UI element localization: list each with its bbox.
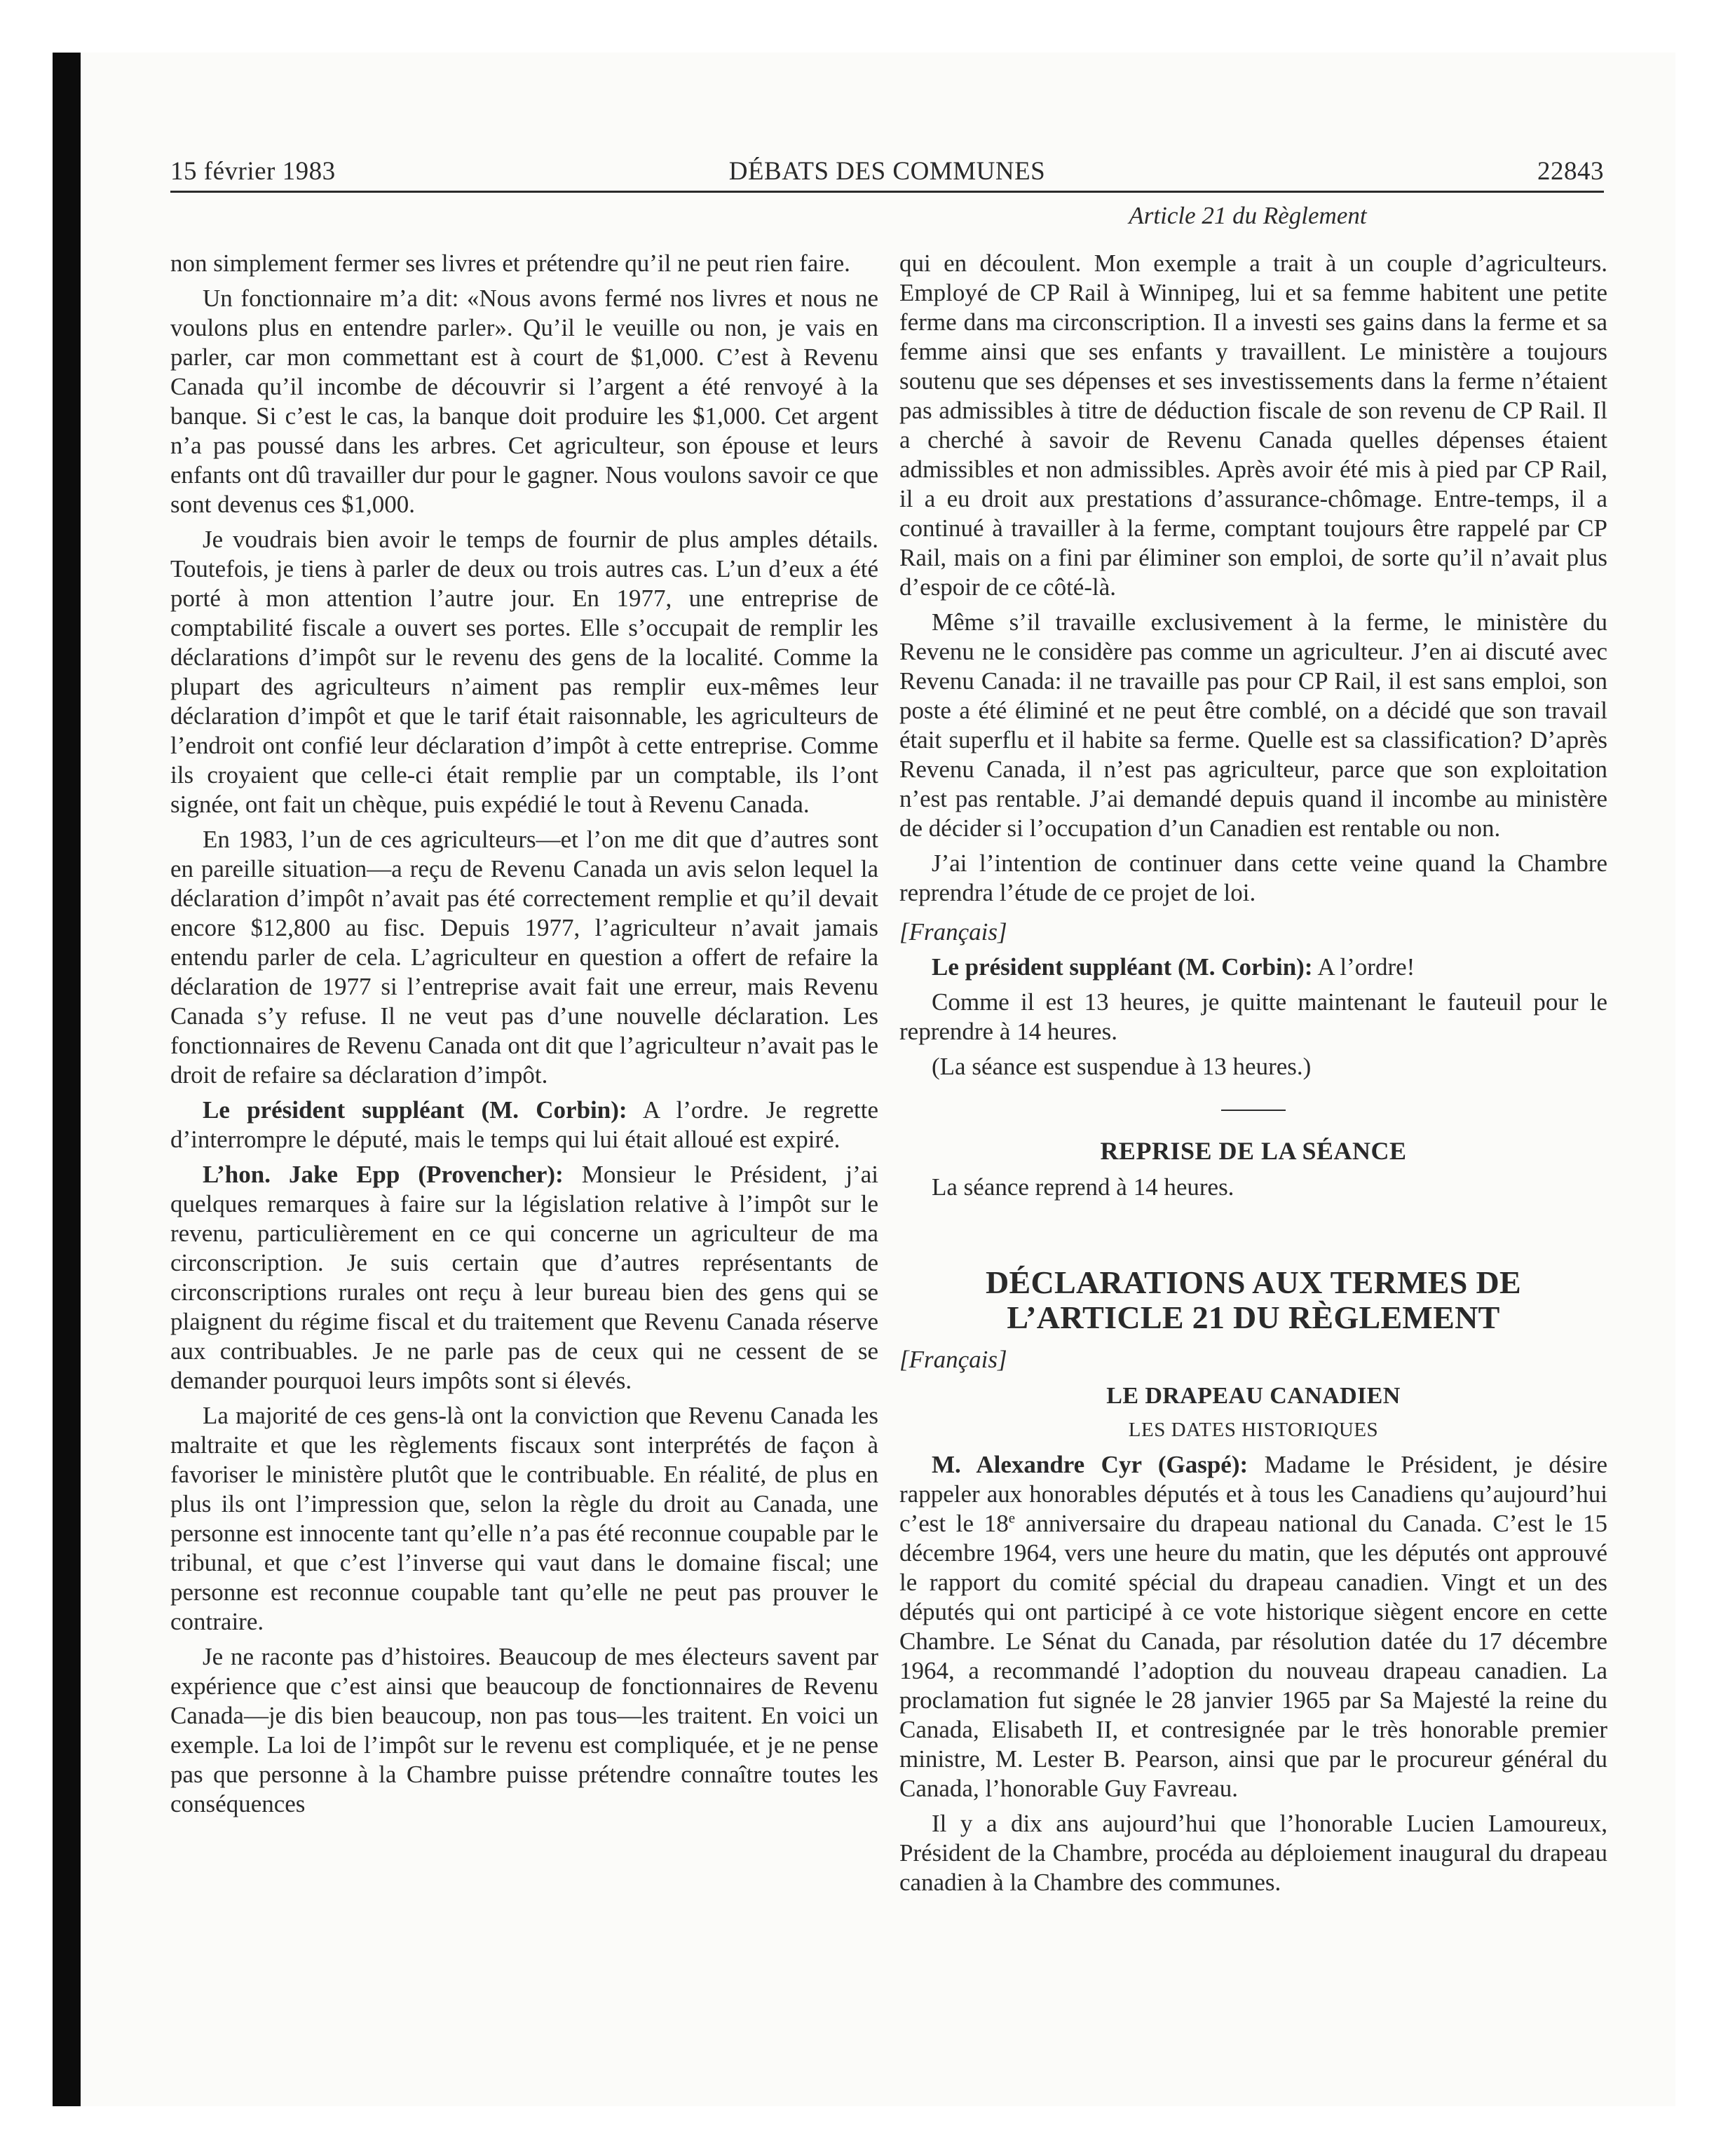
speech-text: anniversaire du drapeau national du Canada. C’est le 15 décembre 1964, vers une heure du matin, que les députés ont approuvé le rapport du comité spécial du drapeau canadien. Vingt et un des députés qui ont participé à ce vote historique siègent encore en cette Chambre. Le Sénat du Canada, par résolution datée du 17 décembre 1964, a recommandé l’adoption du nouveau drapeau canadien. La proclamation fut signée le 28 janvier 1965 par Sa Majesté la reine du Canada, Elisabeth II, et contresignée par le très honorable premier ministre, M. Lester B. Pearson, ainsi que par le procureur général du Canada, l’honorable Guy Favreau. xyxy=(899,1510,1607,1802)
paragraph: Il y a dix ans aujourd’hui que l’honorable Lucien Lamoureux, Président de la Chambre, procéda au déploiement inaugural du drapeau canadien à la Chambre des communes. xyxy=(899,1810,1607,1896)
speaker-name: M. Alexandre Cyr (Gaspé): xyxy=(932,1451,1248,1478)
running-header xyxy=(170,149,1604,193)
speaker-name: Le président suppléant (M. Corbin): xyxy=(203,1096,627,1124)
paragraph: Même s’il travaille exclusivement à la ferme, le ministère du Revenu ne le considère pas comme un agriculteur. J’en ai discuté avec Revenu Canada: il ne travaille pas pour CP Rail, il est sans emploi, son poste a été éliminé et ne peut être comblé, on a décidé que son travail était superflu et il habite sa ferme. Quelle est sa classification? D’après Revenu Canada, il n’est pas agriculteur, parce que son exploitation n’est pas rentable. J’ai demandé depuis quand il incombe au ministère de décider si l’occupation d’un Canadien est rentable ou non. xyxy=(899,608,1607,842)
article-subheading: Article 21 du Règlement xyxy=(1129,202,1367,229)
paragraph: (La séance est suspendue à 13 heures.) xyxy=(932,1053,1312,1080)
speech-paragraph xyxy=(899,953,1607,982)
speaker-name: Le président suppléant (M. Corbin): xyxy=(932,953,1313,981)
header-date: 15 février 1983 xyxy=(170,157,336,186)
speech-paragraph xyxy=(170,1096,878,1154)
paragraph: La majorité de ces gens-là ont la conviction que Revenu Canada les maltraite et que les règlements fiscaux sont interprétés de façon à favoriser le ministère plutôt que le contribuable. En réalité, de plus en plus ils ont l’impression que, selon la règle du droit au Canada, une personne est innocente tant qu’elle n’a pas été reconnue coupable par le tribunal, et que c’est l’inverse qui vaut dans le domaine fiscal; une personne est reconnue coupable tant qu’elle ne peut pas prouver le contraire. xyxy=(170,1402,878,1635)
speech-paragraph xyxy=(170,1160,878,1396)
scan-binding-edge xyxy=(53,53,81,2106)
flag-subheading: LES DATES HISTORIQUES xyxy=(1128,1419,1379,1441)
right-column xyxy=(899,249,1607,1903)
speaker-name: L’hon. Jake Epp (Provencher): xyxy=(203,1161,564,1188)
language-marker: [Français] xyxy=(899,918,1007,946)
paragraph: non simplement fermer ses livres et prétendre qu’il ne peut rien faire. xyxy=(170,250,850,277)
reprise-heading: REPRISE DE LA SÉANCE xyxy=(1100,1137,1407,1165)
speech-paragraph xyxy=(899,1450,1607,1803)
paragraph: Comme il est 13 heures, je quitte maintenant le fauteuil pour le reprendre à 14 heures. xyxy=(899,988,1607,1045)
publication-title: DÉBATS DES COMMUNES xyxy=(728,157,1046,186)
paragraph: qui en découlent. Mon exemple a trait à un couple d’agriculteurs. Employé de CP Rail à Winnipeg, lui et sa femme habitent une petite ferme dans ma circonscription. Il a investi ses gains dans la ferme et sa femme ainsi que ses enfants y travaillent. Le ministère a toujours soutenu que ses dépenses et ses investissements dans la ferme n’étaient pas admissibles à titre de déduction fiscale de son revenu de CP Rail. Il a cherché à savoir de Revenu Canada quelles dépenses étaient admissibles et non admissibles. Après avoir été mis à pied par CP Rail, il a eu droit aux prestations d’assurance-chômage. Entre-temps, il a continué à travailler à la ferme, comptant toujours être rappelé par CP Rail, mais on a fini par éliminer son emploi, de sorte qu’il n’avait plus d’espoir de ce côté-là. xyxy=(899,250,1607,601)
paragraph: Je ne raconte pas d’histoires. Beaucoup de mes électeurs savent par expérience que c’est ainsi que beaucoup de fonctionnaires de Revenu Canada—je dis bien beaucoup, non pas tous—les traitent. En voici un exemple. La loi de l’impôt sur le revenu est compliquée, et je ne pense pas que personne à la Chambre puisse prétendre connaître toutes les conséquences xyxy=(170,1643,878,1817)
language-marker: [Français] xyxy=(899,1346,1007,1373)
paragraph: La séance reprend à 14 heures. xyxy=(932,1173,1234,1201)
ordinal-superscript: e xyxy=(1008,1509,1016,1527)
speech-text: Madame le Président, je désire rappeler aux honorables députés et à tous les Canadiens qu’aujourd’hui c’est le 18 xyxy=(899,1451,1607,1537)
speech-text: A l’ordre! xyxy=(1312,953,1415,981)
flag-heading: LE DRAPEAU CANADIEN xyxy=(1106,1383,1401,1409)
paragraph: Je voudrais bien avoir le temps de fournir de plus amples détails. Toutefois, je tiens à parler de deux ou trois autres cas. L’un d’eux a été porté à mon attention l’autre jour. En 1977, une entreprise de comptabilité fiscale a ouvert ses portes. Elle s’occupait de remplir les déclarations d’impôt sur le revenu des gens de la localité. Comme la plupart des agriculteurs n’aiment pas remplir eux-mêmes leur déclaration d’impôt et que le tarif était raisonnable, les agriculteurs de l’endroit ont confié leur déclaration d’impôt à cette entreprise. Comme ils croyaient que celle-ci était remplie par un comptable, ils l’ont signée, ont fait un chèque, puis expédié le tout à Revenu Canada. xyxy=(170,526,878,818)
paragraph: J’ai l’intention de continuer dans cette veine quand la Chambre reprendra l’étude de ce projet de loi. xyxy=(899,850,1607,906)
speech-text: A l’ordre. Je regrette d’interrompre le député, mais le temps qui lui était alloué est expiré. xyxy=(170,1096,878,1153)
section-divider xyxy=(1221,1110,1286,1111)
section-title: DÉCLARATIONS AUX TERMES DE L’ARTICLE 21 DU RÈGLEMENT xyxy=(986,1264,1521,1335)
paragraph: En 1983, l’un de ces agriculteurs—et l’on me dit que d’autres sont en pareille situation—a reçu de Revenu Canada un avis selon lequel la déclaration d’impôt n’avait pas été correctement remplie et qu’il devait encore $12,800 au fisc. Depuis 1977, l’agriculteur n’avait jamais entendu parler de cela. L’agriculteur en question a offert de refaire la déclaration de 1977 si l’entreprise avait fait une erreur, mais Revenu Canada s’y refuse. Il ne veut pas d’une nouvelle déclaration. Les fonctionnaires de Revenu Canada ont dit que l’agriculteur n’avait pas le droit de refaire sa déclaration d’impôt. xyxy=(170,826,878,1089)
paragraph: Un fonctionnaire m’a dit: «Nous avons fermé nos livres et nous ne voulons plus en entendre parler». Qu’il le veuille ou non, je vais en parler, car mon commettant est à court de $1,000. C’est à Revenu Canada qu’il incombe de découvrir si l’argent a été renvoyé à la banque. Si c’est le cas, la banque doit produire les $1,000. Cet argent n’a pas poussé dans les arbres. Cet agriculteur, son épouse et leurs enfants ont dû travailler dur pour le gagner. Nous voulons savoir ce que sont devenus ces $1,000. xyxy=(170,285,878,518)
page-number: 22843 xyxy=(1537,157,1604,186)
left-column xyxy=(170,249,878,1824)
speech-text: Monsieur le Président, j’ai quelques remarques à faire sur la législation relative à l’impôt sur le revenu, particulièrement en ce qui concerne un agriculteur de ma circonscription. Je suis certain que d’autres représentants de circonscriptions rurales ont reçu à leur bureau bien des gens qui se plaignent du régime fiscal et du traitement que Revenu Canada réserve aux contribuables. Je ne parle pas de ceux qui ne cessent de se demander pourquoi leurs impôts sont si élevés. xyxy=(170,1161,879,1394)
